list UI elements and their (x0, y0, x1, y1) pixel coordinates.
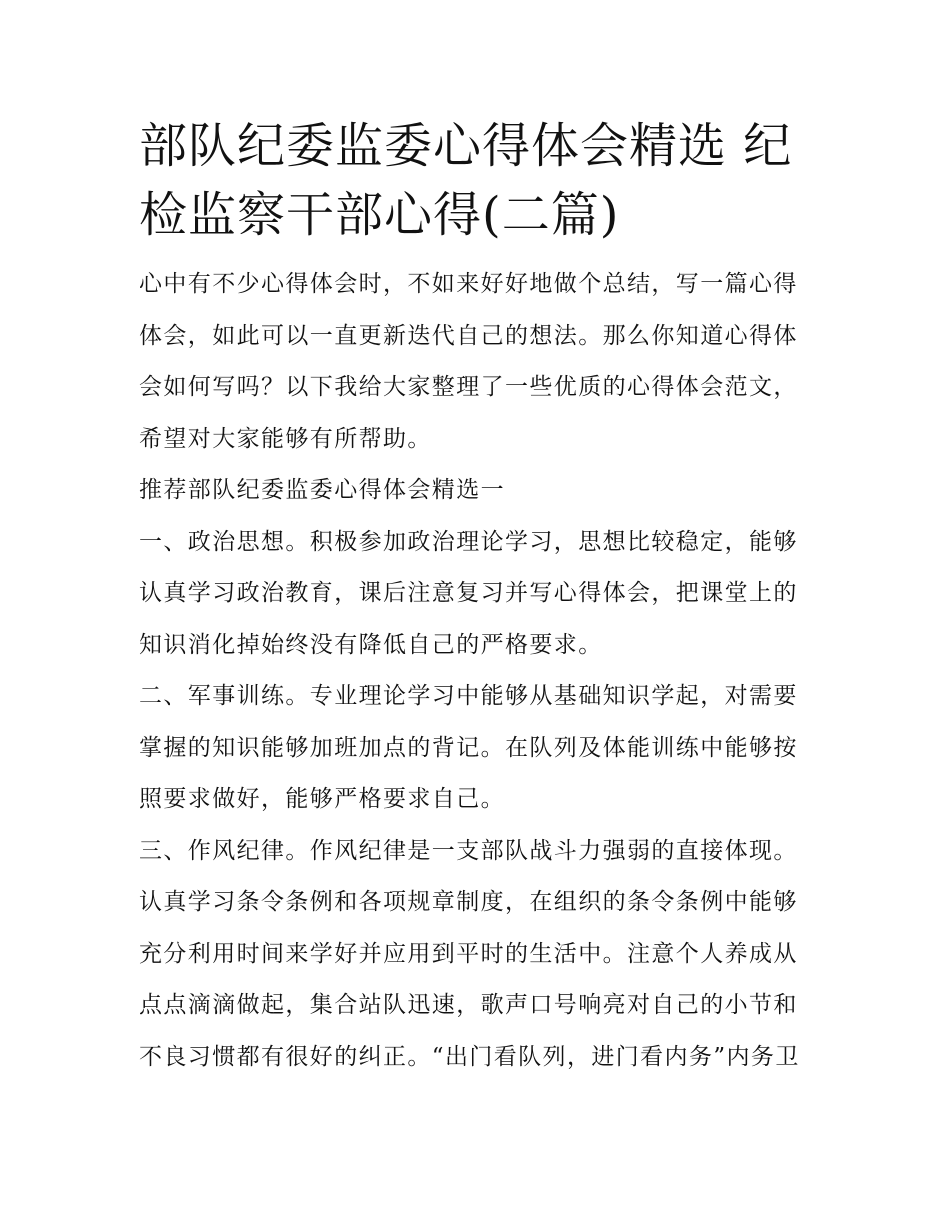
title-line-2: 检监察干部心得(二篇) (139, 187, 620, 243)
document-body (139, 259, 819, 1083)
discipline-line-3: 充分利用时间来学好并应用到平时的生活中。注意个人养成从 (139, 940, 798, 967)
training-line-2: 掌握的知识能够加班加点的背记。在队列及体能训练中能够按 (139, 734, 798, 761)
discipline-line-1: 三、作风纪律。作风纪律是一支部队战斗力强弱的直接体现。 (139, 837, 798, 864)
politics-line-3: 知识消化掉始终没有降低自己的严格要求。 (139, 631, 603, 658)
politics-line-2: 认真学习政治教育，课后注意复习并写心得体会，把课堂上的 (139, 580, 798, 606)
title-line-1: 部队纪委监委心得体会精选 纪 (139, 118, 793, 174)
discipline-line-5: 不良习惯都有很好的纠正。“出门看队列，进门看内务”内务卫 (139, 1043, 800, 1070)
intro-line-4: 希望对大家能够有所帮助。 (139, 425, 432, 452)
training-line-1: 二、军事训练。专业理论学习中能够从基础知识学起，对需要 (139, 683, 798, 709)
document-title (139, 112, 819, 250)
intro-line-3: 会如何写吗？以下我给大家整理了一些优质的心得体会范文， (139, 374, 798, 400)
training-line-3: 照要求做好，能够严格要求自己。 (139, 786, 505, 812)
document-page (139, 112, 819, 1083)
section-heading: 推荐部队纪委监委心得体会精选一 (139, 477, 505, 503)
intro-line-1: 心中有不少心得体会时，不如来好好地做个总结，写一篇心得 (139, 271, 798, 297)
politics-line-1: 一、政治思想。积极参加政治理论学习，思想比较稳定，能够 (139, 528, 798, 555)
discipline-line-2: 认真学习条令条例和各项规章制度，在组织的条令条例中能够 (139, 889, 798, 915)
intro-line-2: 体会，如此可以一直更新迭代自己的想法。那么你知道心得体 (139, 322, 798, 349)
discipline-line-4: 点点滴滴做起，集合站队迅速，歌声口号响亮对自己的小节和 (139, 992, 798, 1018)
